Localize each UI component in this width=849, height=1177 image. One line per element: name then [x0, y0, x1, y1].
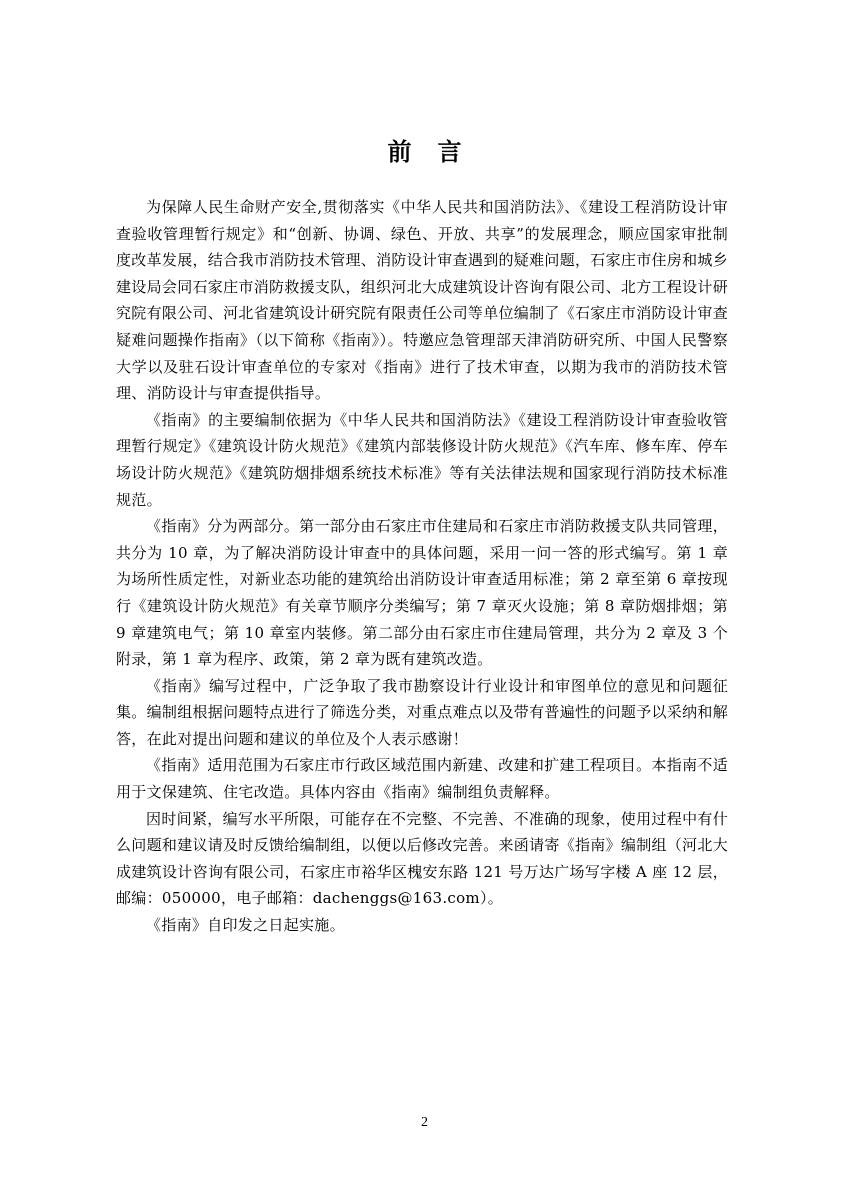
paragraph-acknowledgement: 《指南》编写过程中，广泛争取了我市勘察设计行业设计和审图单位的意见和问题征集。编制组根据问题特点进行了筛选分类，对重点难点以及带有普遍性的问题予以采纳和解答，在此对提出问题和建议的单位及个人表示感谢！	[116, 676, 729, 748]
paragraph-effective-date: 《指南》自印发之日起实施。	[146, 916, 345, 935]
page-number: 2	[421, 1115, 428, 1130]
paragraph-feedback: 因时间紧，编写水平所限，可能存在不完整、不完善、不准确的现象，使用过程中有什么问题和建议请及时反馈给编制组，以便以后修改完善。来函请寄《指南》编制组（河北大成建筑设计咨询有限公司，石家庄市裕华区槐安东路 121 号万达广场写字楼 A 座 12 层，邮编：050000，电子邮箱：dachenggs@163.com）。	[116, 809, 729, 908]
paragraph-structure: 《指南》分为两部分。第一部分由石家庄市住建局和石家庄市消防救援支队共同管理，共分为 10 章，为了解决消防设计审查中的具体问题，采用一问一答的形式编写。第 1 章为场所性质定性，对新业态功能的建筑给出消防设计审查适用标准；第 2 章至第 6 章按现行《建筑设计防火规范》有关章节顺序分类编写；第 7 章灭火设施；第 8 章防烟排烟；第 9 章建筑电气；第 10 章室内装修。第二部分由石家庄市住建局管理，共分为 2 章及 3 个附录，第 1 章为程序、政策，第 2 章为既有建筑改造。	[116, 517, 728, 669]
paragraph-purpose: 为保障人民生命财产安全,贯彻落实《中华人民共和国消防法》、《建设工程消防设计审查验收管理暂行规定》和“创新、协调、绿色、开放、共享”的发展理念，顺应国家审批制度改革发展，结合我市消防技术管理、消防设计审查遇到的疑难问题，石家庄市住房和城乡建设局会同石家庄市消防救援支队，组织河北大成建筑设计咨询有限公司、北方工程设计研究院有限公司、河北省建筑设计研究院有限责任公司等单位编制了《石家庄市消防设计审查疑难问题操作指南》（以下简称《指南》）。特邀应急管理部天津消防研究所、中国人民警察大学以及驻石设计审查单位的专家对《指南》进行了技术审查，以期为我市的消防技术管理、消防设计与审查提供指导。	[116, 198, 729, 403]
page-title: 前言	[387, 138, 488, 166]
paragraph-basis: 《指南》的主要编制依据为《中华人民共和国消防法》《建设工程消防设计审查验收管理暂行规定》《建筑设计防火规范》《建筑内部装修设计防火规范》《汽车库、修车库、停车场设计防火规范》《建筑防烟排烟系统技术标准》等有关法律法规和国家现行消防技术标准规范。	[116, 410, 728, 509]
preface-body	[116, 194, 728, 939]
paragraph-scope: 《指南》适用范围为石家庄市行政区域范围内新建、改建和扩建工程项目。本指南不适用于文保建筑、住宅改造。具体内容由《指南》编制组负责解释。	[116, 756, 728, 802]
